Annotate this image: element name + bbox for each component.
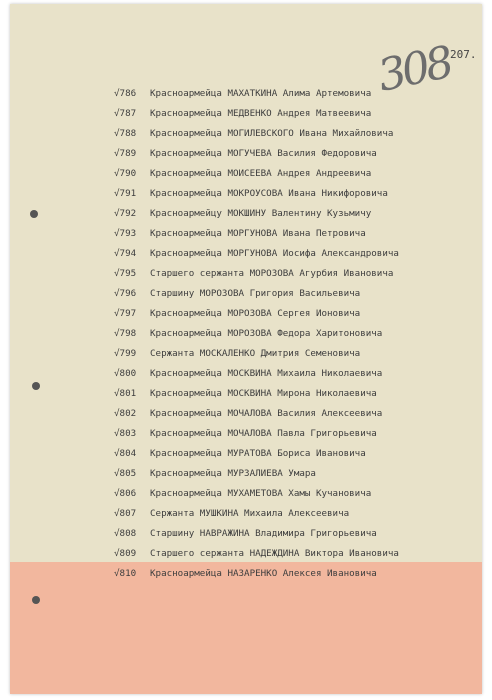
entry-number: √806 bbox=[114, 488, 137, 499]
entry-number: √803 bbox=[114, 428, 137, 439]
entry-text: Красноармейца МУХАМЕТОВА Хамы Кучановича bbox=[150, 488, 372, 499]
entry-text: Красноармейца МОСКВИНА Михаила Николаевича bbox=[150, 368, 383, 379]
entry-text: Красноармейцу МОКШИНУ Валентину Кузьмичу bbox=[150, 208, 372, 219]
entry-number: √792 bbox=[114, 208, 137, 219]
entry-text: Красноармейца МОИСЕЕВА Андрея Андреевича bbox=[150, 168, 372, 179]
entry-number: √802 bbox=[114, 408, 137, 419]
entry-text: Красноармейца МОЧАЛОВА Василия Алексеевича bbox=[150, 408, 383, 419]
entry-number: √791 bbox=[114, 188, 137, 199]
entry-number: √794 bbox=[114, 248, 137, 259]
page-number: 207. bbox=[450, 48, 477, 61]
entry-text: Красноармейца МУРАТОВА Бориса Ивановича bbox=[150, 448, 366, 459]
entry-number: √796 bbox=[114, 288, 137, 299]
entry-number: √809 bbox=[114, 548, 137, 559]
highlight-band bbox=[10, 562, 482, 694]
entry-number: √807 bbox=[114, 508, 137, 519]
entry-number: √795 bbox=[114, 268, 137, 279]
entry-text: Красноармейца МЕДВЕНКО Андрея Матвеевича bbox=[150, 108, 372, 119]
entry-text: Красноармейца МОКРОУСОВА Ивана Никифоровича bbox=[150, 188, 388, 199]
entry-text: Красноармейца МОГИЛЕВСКОГО Ивана Михайловича bbox=[150, 128, 394, 139]
entry-text: Красноармейца МОЧАЛОВА Павла Григорьевича bbox=[150, 428, 377, 439]
entry-number: √800 bbox=[114, 368, 137, 379]
entry-text: Красноармейца МОГУЧЕВА Василия Федоровича bbox=[150, 148, 377, 159]
entry-text: Красноармейца МОРГУНОВА Иосифа Александровича bbox=[150, 248, 399, 259]
handwritten-number: 308 bbox=[373, 37, 455, 102]
entry-text: Красноармейца МОСКВИНА Мирона Николаевича bbox=[150, 388, 377, 399]
entry-number: √786 bbox=[114, 88, 137, 99]
entry-text: Красноармейца МОРГУНОВА Ивана Петровича bbox=[150, 228, 366, 239]
entry-number: √810 bbox=[114, 568, 137, 579]
entry-number: √788 bbox=[114, 128, 137, 139]
document-page bbox=[10, 4, 482, 694]
entry-text: Красноармейца НАЗАРЕНКО Алексея Ивановича bbox=[150, 568, 377, 579]
entry-text: Сержанта МОСКАЛЕНКО Дмитрия Семеновича bbox=[150, 348, 361, 359]
entry-text: Красноармейца МОРОЗОВА Федора Харитоновича bbox=[150, 328, 383, 339]
entry-number: √801 bbox=[114, 388, 137, 399]
entry-number: √787 bbox=[114, 108, 137, 119]
entry-number: √798 bbox=[114, 328, 137, 339]
entry-number: √793 bbox=[114, 228, 137, 239]
entry-number: √799 bbox=[114, 348, 137, 359]
entry-text: Красноармейца МУРЗАЛИЕВА Умара bbox=[150, 468, 316, 479]
entry-text: Старшину МОРОЗОВА Григория Васильевича bbox=[150, 288, 361, 299]
entry-number: √797 bbox=[114, 308, 137, 319]
entry-number: √789 bbox=[114, 148, 137, 159]
entry-text: Красноармейца МОРОЗОВА Сергея Ионовича bbox=[150, 308, 361, 319]
entry-text: Старшину НАВРАЖИНА Владимира Григорьевича bbox=[150, 528, 377, 539]
entry-number: √790 bbox=[114, 168, 137, 179]
punch-hole-mark bbox=[30, 210, 38, 218]
entry-text: Сержанта МУШКИНА Михаила Алексеевича bbox=[150, 508, 350, 519]
entry-number: √808 bbox=[114, 528, 137, 539]
punch-hole-mark bbox=[32, 596, 40, 604]
entry-text: Старшего сержанта МОРОЗОВА Агурбия Ивановича bbox=[150, 268, 394, 279]
entry-number: √805 bbox=[114, 468, 137, 479]
entry-number: √804 bbox=[114, 448, 137, 459]
entry-text: Красноармейца МАХАТКИНА Алима Артемовича bbox=[150, 88, 372, 99]
punch-hole-mark bbox=[32, 382, 40, 390]
entry-text: Старшего сержанта НАДЕЖДИНА Виктора Ивановича bbox=[150, 548, 399, 559]
